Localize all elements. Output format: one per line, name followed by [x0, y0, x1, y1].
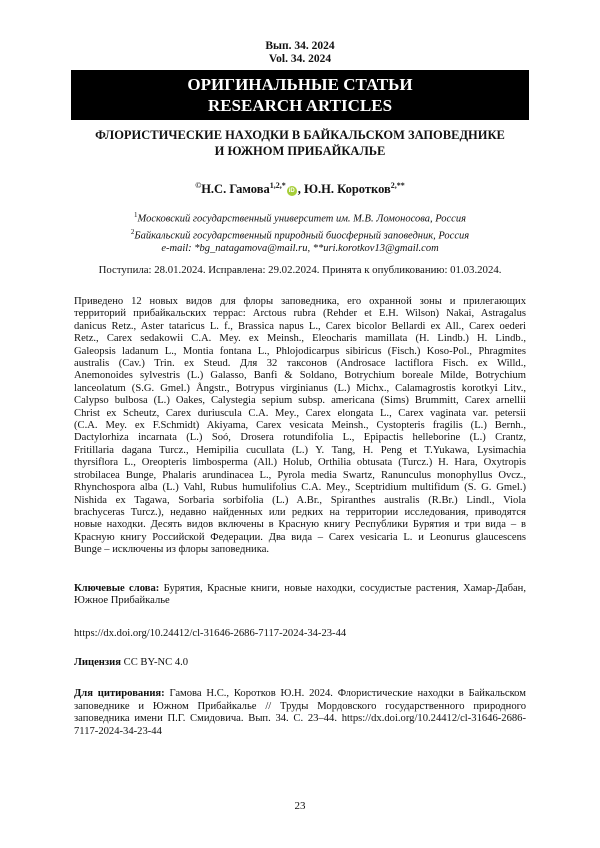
affiliation-1-number: 1	[134, 211, 138, 219]
keywords	[74, 583, 526, 608]
section-title-en: RESEARCH ARTICLES	[207, 96, 393, 115]
author-separator: ,	[297, 182, 304, 197]
abstract-line: australis (Cav.) Trin. ex Steud. Для 32 таксонов (Androsace lactiflora Fisch. ex Willd.,	[74, 358, 526, 370]
abstract-line: Красную книгу Российской Федерации. Два вида – Carex vesicaria L. и Leonurus glaucescens	[74, 531, 526, 543]
affiliation-1	[0, 209, 600, 226]
keywords-text: Бурятия, Красные книги, новые находки, сосудистые растения, Хамар-Дабан, Южное Прибайкалье	[74, 583, 526, 607]
abstract-line: strobilacea Bunge, Phalaris arundinacea L., Pyrola media Swartz, Ranunculus monophyllus Ovcz.,	[74, 469, 526, 481]
article-title-line1: ФЛОРИСТИЧЕСКИЕ НАХОДКИ В БАЙКАЛЬСКОМ ЗАПОВЕДНИКЕ	[95, 128, 505, 142]
abstract-line: Calypso bulbosa (L.) Oakes, Calystegia sepium subsp. americana (Sims) Brummitt, Carex arnellii	[74, 395, 526, 407]
abstract-line: новые находки. Десять видов включены в Красную книгу Республики Бурятия и три вида – в	[74, 519, 526, 531]
abstract-line: lanceolatum (S.G. Gmel.) Ångstr., Botrypus virginianus (L.) Michx., Calamagrostis korotkyi Litv.,	[74, 382, 526, 394]
publication-dates: Поступила: 28.01.2024. Исправлена: 29.02.2024. Принята к опубликованию: 01.03.2024.	[98, 264, 502, 276]
author-2-affiliation: 2,**	[390, 181, 405, 190]
author-name-2[interactable]: Ю.Н. Коротков	[303, 182, 391, 197]
volume-en: Vol. 34. 2024	[268, 53, 332, 65]
abstract-line: brachyceras Turcz.), недавно найденных или редких на территории исследования, приводятся	[74, 506, 526, 518]
affiliation-2-number: 2	[130, 227, 135, 236]
license	[74, 656, 526, 669]
page-number: 23	[294, 800, 306, 812]
affiliation-1-text: Московский государственный университет им. М.В. Ломоносова, Россия	[137, 213, 466, 225]
citation-text: Гамова Н.С., Коротков Ю.Н. 2024. Флористические находки в Байкальском заповеднике и Южном Прибайкалье // Труды Мордовского государственного природного заповедника имени П.Г. Смидовича. Вып. 34. С. 23–44. https://dx.doi.org/10.24412/cl-31646-2686-7117-2024-34-23-44	[74, 688, 526, 737]
section-banner	[71, 70, 529, 120]
abstract-line: Galeopsis ladanum L., Montia fontana L., Phlojodicarpus sibiricus (Fisch.) Koso-Pol., Phragmites	[74, 345, 526, 357]
abstract-line: Bunge – исключены из флоры заповедника.	[74, 544, 270, 556]
doi-link[interactable]: https://dx.doi.org/10.24412/cl-31646-2686-7117-2024-34-23-44	[74, 628, 347, 639]
volume-ru: Вып. 34. 2024	[265, 40, 335, 52]
license-value[interactable]: CC BY-NC 4.0	[121, 657, 189, 668]
abstract	[74, 296, 526, 557]
abstract-line: Nishida ex Tagawa, Sorbaria sorbifolia (L.) A.Br., Spiranthes australis (R.Br.) Lindl., Viola	[74, 494, 526, 506]
article-title	[80, 127, 520, 159]
author-list	[0, 178, 600, 197]
citation	[74, 688, 526, 738]
abstract-line: Приведено 12 новых видов для флоры заповедника, его охранной зоны и прилегающих	[74, 296, 526, 307]
citation-label: Для цитирования:	[74, 688, 165, 699]
affiliations	[0, 209, 600, 255]
abstract-line: danicus Retz., Aster tataricus L. f., Brassica napus L., Carex bicolor Bellardi ex All., Carex oederi	[74, 320, 526, 332]
abstract-line: Anemonoides sylvestris (L.) Galasso, Banfi & Soldano, Botrychium boreale Milde, Botrychium	[74, 370, 526, 382]
section-title-ru: ОРИГИНАЛЬНЫЕ СТАТЬИ	[187, 75, 413, 94]
orcid-icon[interactable]: iD	[288, 188, 295, 195]
abstract-line: thyrsiflora L., Oreopteris limbosperma (All.) Holub, Orthilia obtusata (Turcz.) H. Hara, Oxytropis	[74, 457, 526, 469]
author-name-1[interactable]: Н.С. Гамова	[201, 182, 270, 197]
author-emails[interactable]: e-mail: *bg_natagamova@mail.ru, **uri.korotkov13@gmail.com	[161, 243, 439, 254]
abstract-line: Christ ex Scheutz, Carex duriuscula C.A. Mey., Carex elongata L., Carex vaginata var. petersii	[74, 407, 526, 419]
article-title-line2: И ЮЖНОМ ПРИБАЙКАЛЬЕ	[214, 144, 386, 158]
affiliation-2	[0, 226, 600, 243]
abstract-line: Rhynchospora alba (L.) Vahl, Rubus humulifolius C.A. Mey., Sceptridium multifidum (S. G. Gmel.)	[74, 482, 526, 494]
copyright-mark: ©	[195, 181, 202, 190]
license-label: Лицензия	[74, 657, 121, 668]
abstract-line: Fritillaria dagana Turcz., Hemipilia cucullata (L.) Y. Tang, H. Peng et T.Yukawa, Lysimachia	[74, 444, 526, 456]
abstract-line: Retz., Carex sedakowii C.A. Mey. ex Meinsh., Eleocharis mamillata (H. Lindb.) H. Lindb.,	[74, 333, 526, 345]
author-1-affiliation: 1,2,*	[269, 181, 286, 190]
keywords-label: Ключевые слова:	[74, 583, 160, 594]
abstract-line: Dactylorhiza incarnata (L.) Soó, Drosera rotundifolia L., Epipactis helleborine (L.) Crantz,	[74, 432, 526, 444]
volume-header	[0, 40, 600, 66]
affiliation-2-text: Байкальский государственный природный биосферный заповедник, Россия	[134, 230, 470, 241]
abstract-line: (C.A. Mey. ex F.Schmidt) Akiyama, Carex vesicata Meinsh., Cystopteris fragilis (L.) Bernh.,	[74, 420, 526, 432]
abstract-line: территорий прибайкальских террас: Arctous rubra (Rehder et E.H. Wilson) Nakai, Astragalus	[74, 308, 526, 320]
